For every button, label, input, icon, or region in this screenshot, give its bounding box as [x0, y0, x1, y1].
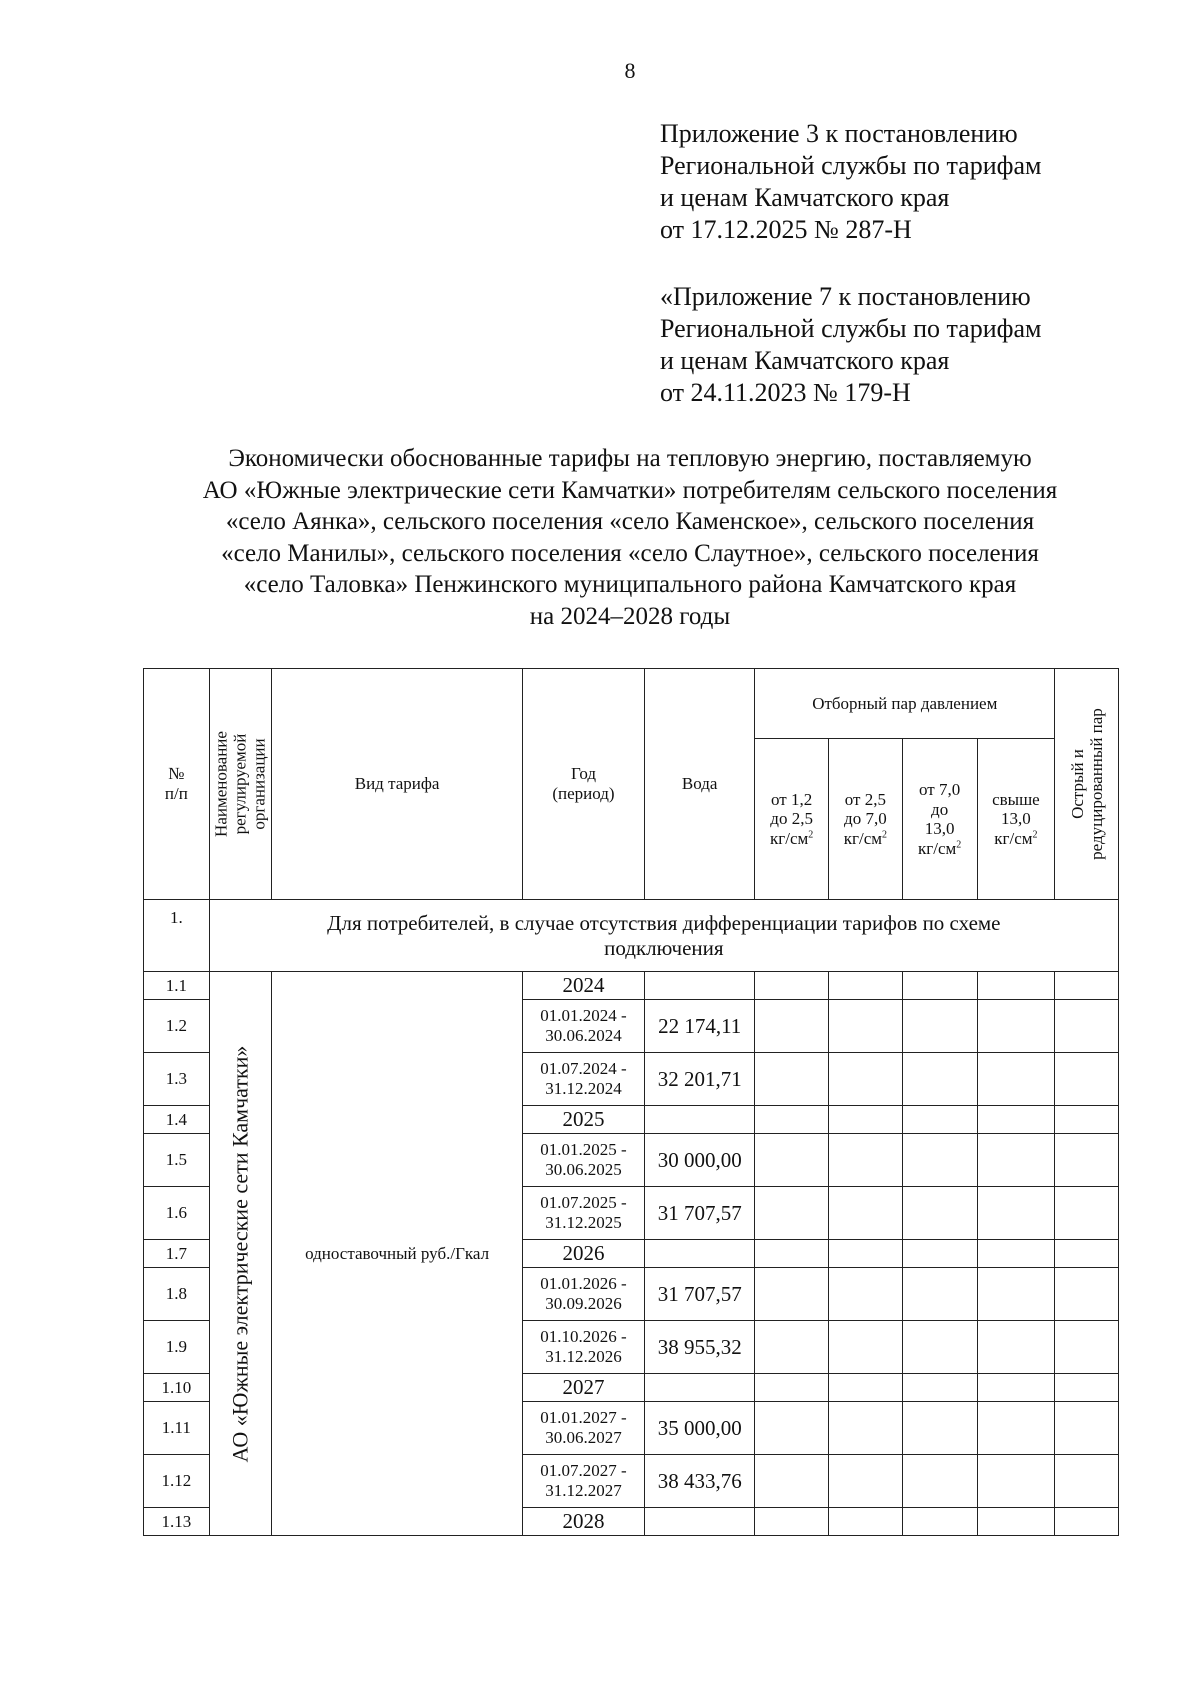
empty-cell: [829, 1374, 903, 1402]
water-value: [645, 1106, 755, 1134]
water-value: 22 174,11: [645, 1000, 755, 1053]
water-value: [645, 1240, 755, 1268]
period-line: 30.06.2024: [545, 1026, 622, 1045]
empty-cell: [977, 1321, 1055, 1374]
empty-cell: [902, 1240, 977, 1268]
period-cell: [522, 1455, 644, 1508]
header-year-line: Год: [571, 764, 596, 784]
empty-cell: [977, 1268, 1055, 1321]
period-line: 31.12.2027: [545, 1481, 622, 1500]
period-line: 01.10.2026 -: [540, 1327, 627, 1347]
pressure-line: до: [931, 799, 949, 819]
period-line: 01.07.2025 -: [540, 1193, 627, 1213]
header-number-line: п/п: [164, 784, 188, 803]
row-number: 1.7: [144, 1240, 210, 1268]
empty-cell: [829, 1000, 903, 1053]
empty-cell: [755, 1374, 829, 1402]
empty-cell: [755, 1240, 829, 1268]
water-value: 31 707,57: [645, 1268, 755, 1321]
year-cell: 2025: [522, 1106, 644, 1134]
empty-cell: [829, 972, 903, 1000]
period-cell: [522, 1402, 644, 1455]
appendix-line: «Приложение 7 к постановлению: [660, 282, 1031, 311]
header-water: Вода: [645, 669, 755, 900]
row-number: 1.13: [144, 1508, 210, 1536]
pressure-line: до 2,5: [770, 809, 813, 829]
empty-cell: [902, 1106, 977, 1134]
header-pressure-4: [977, 739, 1055, 900]
empty-cell: [1055, 1106, 1119, 1134]
title-line: Экономически обоснованные тарифы на тепловую энергию, поставляемую: [228, 445, 1032, 472]
empty-cell: [902, 1268, 977, 1321]
empty-cell: [902, 1508, 977, 1536]
empty-cell: [1055, 1455, 1119, 1508]
water-value: 38 433,76: [645, 1455, 755, 1508]
period-line: 01.01.2026 -: [540, 1274, 627, 1294]
water-value: 38 955,32: [645, 1321, 755, 1374]
empty-cell: [902, 1000, 977, 1053]
period-line: 01.07.2024 -: [540, 1059, 627, 1079]
pressure-line: до 7,0: [844, 809, 887, 829]
row-number: 1.4: [144, 1106, 210, 1134]
empty-cell: [829, 1455, 903, 1508]
header-year-line: (период): [552, 784, 615, 803]
empty-cell: [1055, 1240, 1119, 1268]
document-title: [120, 443, 1140, 632]
header-pressure-1: [755, 739, 829, 900]
empty-cell: [829, 1053, 903, 1106]
empty-cell: [902, 1134, 977, 1187]
period-line: 30.06.2025: [545, 1160, 622, 1179]
header-org-line: организации: [249, 738, 269, 830]
appendix-header-amended: [660, 281, 1041, 409]
empty-cell: [1055, 1187, 1119, 1240]
header-tariff-type: Вид тарифа: [272, 669, 523, 900]
period-cell: [522, 1053, 644, 1106]
organization-name: АО «Южные электрические сети Камчатки»: [227, 1045, 253, 1462]
period-cell: [522, 1187, 644, 1240]
empty-cell: [829, 1187, 903, 1240]
empty-cell: [1055, 1268, 1119, 1321]
empty-cell: [977, 1000, 1055, 1053]
section-number: 1.: [144, 900, 210, 972]
row-number: 1.3: [144, 1053, 210, 1106]
empty-cell: [755, 1106, 829, 1134]
section-title: [209, 900, 1118, 972]
title-line: «село Манилы», сельского поселения «село Слаутное», сельского поселения: [221, 539, 1039, 567]
appendix-line: и ценам Камчатского края: [660, 346, 950, 375]
water-value: 31 707,57: [645, 1187, 755, 1240]
appendix-line: Региональной службы по тарифам: [660, 151, 1042, 180]
empty-cell: [829, 1321, 903, 1374]
header-organization: [209, 669, 272, 900]
year-cell: 2028: [522, 1508, 644, 1536]
section-title-line: подключения: [604, 935, 724, 960]
empty-cell: [977, 1508, 1055, 1536]
pressure-line: от 1,2: [771, 789, 813, 809]
empty-cell: [755, 1053, 829, 1106]
pressure-line: 13,0: [924, 819, 955, 839]
period-line: 31.12.2025: [545, 1213, 622, 1232]
empty-cell: [829, 1508, 903, 1536]
row-number: 1.5: [144, 1134, 210, 1187]
appendix-line: и ценам Камчатского края: [660, 183, 950, 212]
empty-cell: [755, 1000, 829, 1053]
empty-cell: [902, 972, 977, 1000]
period-cell: [522, 1000, 644, 1053]
pressure-unit: $кг/см^2$: [918, 838, 962, 858]
title-line: на 2024–2028 годы: [529, 602, 731, 630]
header-number-line: №: [168, 764, 185, 784]
empty-cell: [977, 1374, 1055, 1402]
empty-cell: [1055, 1321, 1119, 1374]
period-line: 01.01.2024 -: [540, 1006, 627, 1026]
title-line: «село Аянка», сельского поселения «село Каменское», сельского поселения: [225, 508, 1035, 535]
empty-cell: [755, 972, 829, 1000]
empty-cell: [755, 1402, 829, 1455]
empty-cell: [1055, 1134, 1119, 1187]
appendix-line: от 24.11.2023 № 179-Н: [660, 378, 911, 407]
row-number: 1.10: [144, 1374, 210, 1402]
row-number: 1.12: [144, 1455, 210, 1508]
period-line: 01.01.2025 -: [540, 1140, 627, 1160]
empty-cell: [1055, 1402, 1119, 1455]
period-cell: [522, 1321, 644, 1374]
pressure-line: от 7,0: [919, 780, 961, 800]
empty-cell: [977, 1134, 1055, 1187]
year-cell: 2024: [522, 972, 644, 1000]
row-number: 1.2: [144, 1000, 210, 1053]
empty-cell: [977, 972, 1055, 1000]
empty-cell: [829, 1402, 903, 1455]
pressure-unit: $кг/см^2$: [994, 828, 1038, 848]
empty-cell: [902, 1402, 977, 1455]
water-value: 35 000,00: [645, 1402, 755, 1455]
header-year: [522, 669, 644, 900]
pressure-unit: $кг/см^2$: [843, 828, 887, 848]
water-value: [645, 1374, 755, 1402]
empty-cell: [977, 1106, 1055, 1134]
period-cell: [522, 1134, 644, 1187]
appendix-line: Приложение 3 к постановлению: [660, 119, 1018, 148]
empty-cell: [902, 1187, 977, 1240]
header-row: [144, 669, 1119, 739]
header-sharp-line: Острый и: [1067, 749, 1087, 819]
empty-cell: [902, 1455, 977, 1508]
title-line: «село Таловка» Пенжинского муниципального района Камчатского края: [243, 571, 1017, 598]
title-line: АО «Южные электрические сети Камчатки» потребителям сельского поселения: [202, 476, 1058, 504]
empty-cell: [755, 1455, 829, 1508]
row-number: 1.9: [144, 1321, 210, 1374]
tariff-type-cell: одноставочный руб./Гкал: [272, 972, 523, 1536]
empty-cell: [1055, 1053, 1119, 1106]
empty-cell: [829, 1134, 903, 1187]
period-line: 30.06.2027: [545, 1428, 622, 1447]
period-cell: [522, 1268, 644, 1321]
empty-cell: [755, 1187, 829, 1240]
empty-cell: [1055, 1374, 1119, 1402]
period-line: 01.01.2027 -: [540, 1408, 627, 1428]
pressure-unit: $кг/см^2$: [769, 828, 814, 848]
period-line: 31.12.2026: [545, 1347, 622, 1366]
section-title-line: Для потребителей, в случае отсутствия дифференциации тарифов по схеме: [327, 911, 1001, 936]
empty-cell: [1055, 1000, 1119, 1053]
header-sharp-steam: [1055, 669, 1119, 900]
water-value: [645, 972, 755, 1000]
period-line: 01.07.2027 -: [540, 1461, 627, 1481]
row-number: 1.1: [144, 972, 210, 1000]
empty-cell: [977, 1053, 1055, 1106]
empty-cell: [902, 1321, 977, 1374]
water-value: [645, 1508, 755, 1536]
section-row: [144, 900, 1119, 972]
year-cell: 2026: [522, 1240, 644, 1268]
water-value: 30 000,00: [645, 1134, 755, 1187]
empty-cell: [755, 1508, 829, 1536]
header-steam-group: Отборный пар давлением: [755, 669, 1055, 739]
pressure-line: свыше: [992, 789, 1040, 809]
empty-cell: [755, 1268, 829, 1321]
header-org-line: регулируемой: [230, 733, 250, 835]
empty-cell: [902, 1053, 977, 1106]
empty-cell: [977, 1402, 1055, 1455]
table-row: [144, 972, 1119, 1000]
empty-cell: [977, 1187, 1055, 1240]
period-line: 31.12.2024: [545, 1079, 622, 1098]
empty-cell: [902, 1374, 977, 1402]
page-number: 8: [624, 58, 636, 83]
header-sharp-line: редуцированный пар: [1086, 708, 1106, 860]
appendix-line: от 17.12.2025 № 287-Н: [660, 215, 912, 244]
empty-cell: [755, 1321, 829, 1374]
empty-cell: [829, 1106, 903, 1134]
row-number: 1.6: [144, 1187, 210, 1240]
pressure-line: от 2,5: [844, 789, 886, 809]
empty-cell: [977, 1240, 1055, 1268]
appendix-header-current: [660, 118, 1041, 246]
row-number: 1.11: [144, 1402, 210, 1455]
row-number: 1.8: [144, 1268, 210, 1321]
water-value: 32 201,71: [645, 1053, 755, 1106]
empty-cell: [1055, 972, 1119, 1000]
header-pressure-3: [902, 739, 977, 900]
pressure-line: 13,0: [1001, 809, 1031, 829]
tariff-table: [143, 668, 1119, 1536]
period-line: 30.09.2026: [545, 1294, 622, 1313]
empty-cell: [755, 1134, 829, 1187]
appendix-line: Региональной службы по тарифам: [660, 314, 1042, 343]
empty-cell: [829, 1268, 903, 1321]
header-number: [144, 669, 210, 900]
organization-cell: [209, 972, 272, 1536]
header-org-line: Наименование: [211, 731, 231, 837]
year-cell: 2027: [522, 1374, 644, 1402]
empty-cell: [829, 1240, 903, 1268]
empty-cell: [977, 1455, 1055, 1508]
empty-cell: [1055, 1508, 1119, 1536]
header-pressure-2: [829, 739, 903, 900]
